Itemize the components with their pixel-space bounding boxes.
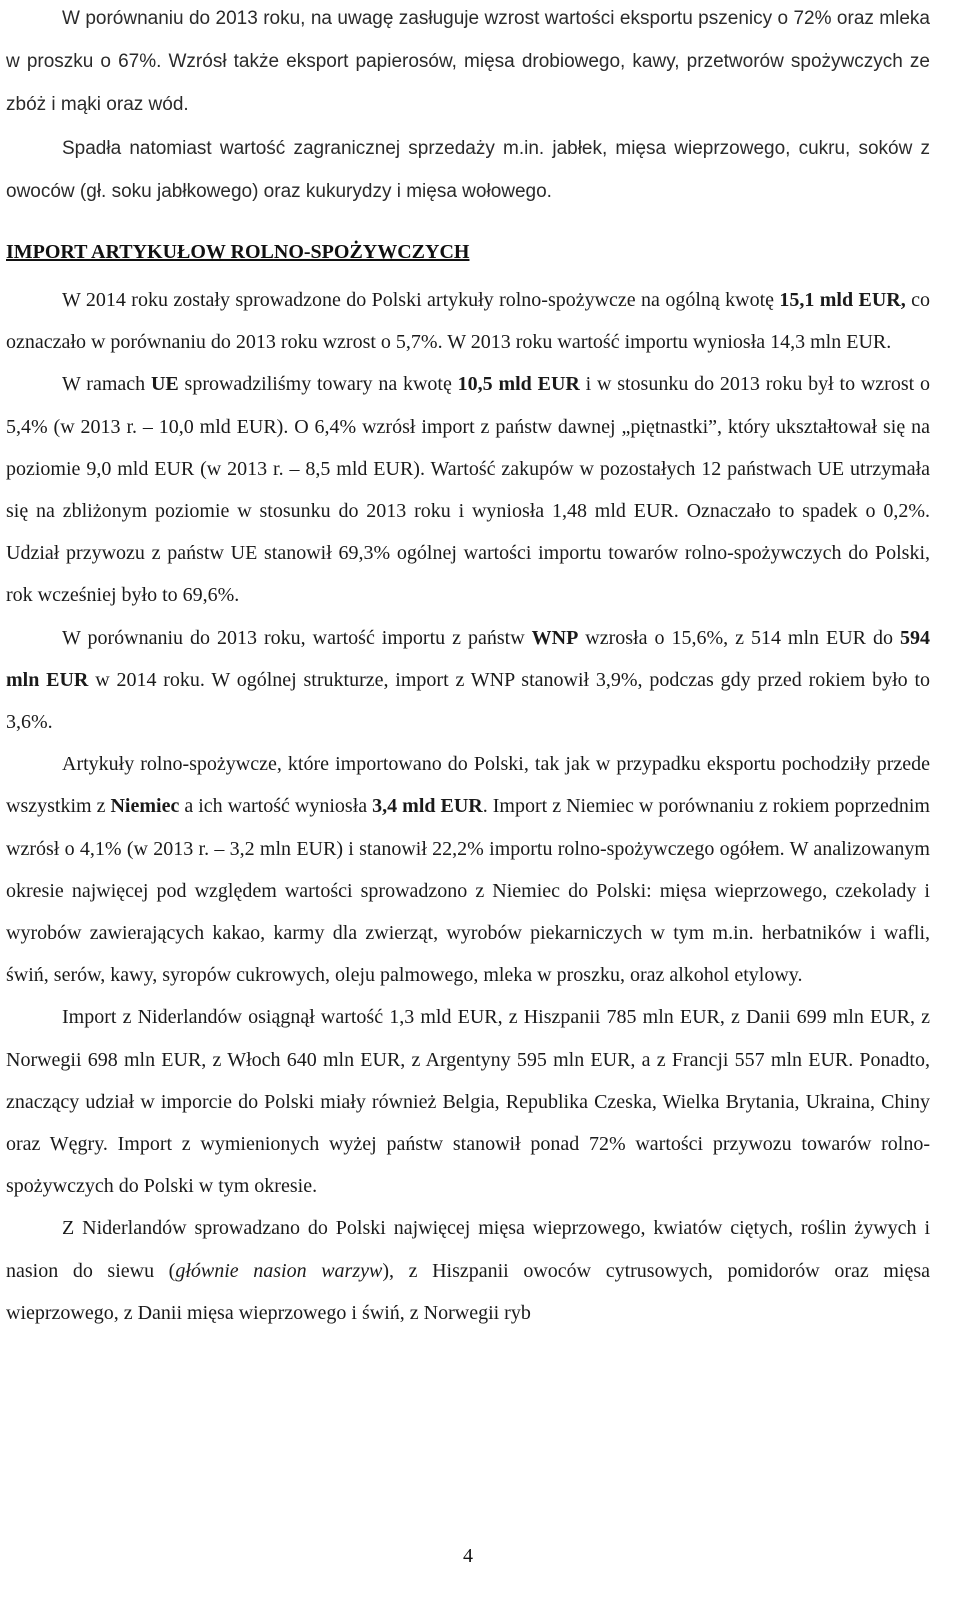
paragraph-export-decline: [6, 127, 930, 213]
paragraph-text: W porównaniu do 2013 roku, na uwagę zasługuje wzrost wartości eksportu pszenicy o 72% oraz mleka w proszku o 67%. Wzrósł także eksport papierosów, mięsa drobiowego, kawy, przetworów spożywczych ze zbóż i mąki oraz wód.: [6, 8, 930, 116]
text-run: Artykuły rolno-spożywcze, które importowano do Polski, tak jak w przypadku eksportu pochodziły przede wszystkim z: [6, 753, 930, 818]
emphasis-wnp: WNP: [531, 626, 579, 649]
page-number: 4: [463, 1545, 473, 1567]
paragraph-import-total: [6, 279, 930, 363]
paragraph-import-eu: [6, 363, 930, 616]
paragraph-import-wnp: [6, 617, 930, 744]
emphasis-eu-value: 10,5 mld EUR: [457, 373, 580, 396]
text-run: W 2014 roku zostały sprowadzone do Polski artykuły rolno-spożywcze na ogólną kwotę: [62, 289, 780, 312]
emphasis-eu: UE: [150, 373, 179, 396]
paragraph-import-germany: [6, 743, 930, 996]
paragraph-text: Spadła natomiast wartość zagranicznej sprzedaży m.in. jabłek, mięsa wieprzowego, cukru, soków z owoców (gł. soku jabłkowego) oraz kukurydzy i mięsa wołowego.: [6, 137, 930, 202]
emphasis-wnp-value: 594 mln EUR: [6, 626, 930, 691]
text-run: wzrosła o 15,6%, z 514 mln EUR do: [578, 626, 900, 649]
section-heading: IMPORT ARTYKUŁOW ROLNO-SPOŻYWCZYCH: [6, 241, 470, 264]
document-page: [6, 0, 930, 1334]
text-run: ), z Hiszpanii owoców cytrusowych, pomidorów oraz mięsa wieprzowego, z Danii mięsa wieprzowego i świń, z Norwegii ryb: [6, 1259, 930, 1324]
emphasis-vegetable-seeds: głównie nasion warzyw: [175, 1259, 383, 1282]
text-run: . Import z Niemiec w porównaniu z rokiem poprzednim wzrósł o 4,1% (w 2013 r. – 3,2 mln EUR) i stanowił 22,2% importu rolno-spożywczego ogółem. W analizowanym okresie najwięcej pod względem wartości sprowadzono z Niemiec do Polski: mięsa wieprzowego, czekolady i wyrobów zawierających kakao, karmy dla zwierząt, wyrobów piekarniczych w tym m.in. herbatników i wafli, świń, serów, kawy, syropów cukrowych, oleju palmowego, mleka w proszku, oraz alkohol etylowy.: [6, 795, 930, 987]
text-run: sprowadziliśmy towary na kwotę: [178, 373, 458, 396]
paragraph-export-growth: [6, 0, 930, 127]
emphasis-germany: Niemiec: [110, 795, 180, 818]
text-run: co oznaczało w porównaniu do 2013 roku wzrost o 5,7%. W 2013 roku wartość importu wyniosła 14,3 mln EUR.: [6, 289, 930, 354]
text-run: W ramach: [62, 373, 151, 396]
paragraph-import-products: [6, 1207, 930, 1334]
emphasis-total-value: 15,1 mld EUR,: [779, 289, 906, 312]
text-run: Z Niderlandów sprowadzano do Polski najwięcej mięsa wieprzowego, kwiatów ciętych, roślin żywych i nasion do siewu (: [6, 1217, 930, 1282]
paragraph-import-countries: [6, 996, 930, 1207]
emphasis-germany-value: 3,4 mld EUR: [372, 795, 483, 818]
text-run: Import z Niderlandów osiągnął wartość 1,3 mld EUR, z Hiszpanii 785 mln EUR, z Danii 699 mln EUR, z Norwegii 698 mln EUR, z Włoch 640 mln EUR, z Argentyny 595 mln EUR, a z Francji 557 mln EUR. Ponadto, znaczący udział w imporcie do Polski miały również Belgia, Republika Czeska, Wielka Brytania, Ukraina, Chiny oraz Węgry. Import z wymienionych wyżej państw stanowił ponad 72% wartości przywozu towarów rolno-spożywczych do Polski w tym okresie.: [6, 1006, 930, 1198]
text-run: i w stosunku do 2013 roku był to wzrost o 5,4% (w 2013 r. – 10,0 mld EUR). O 6,4% wzrósł import z państw dawnej „piętnastki”, który ukształtował się na poziomie 9,0 mld EUR (w 2013 r. – 8,5 mld EUR). Wartość zakupów w pozostałych 12 państwach UE utrzymała się na zbliżonym poziomie w stosunku do 2013 roku i wyniosła 1,48 mld EUR. Oznaczało to spadek o 0,2%. Udział przywozu z państw UE stanowił 69,3% ogólnej wartości importu towarów rolno-spożywczych do Polski, rok wcześniej było to 69,6%.: [6, 373, 930, 607]
text-run: w 2014 roku. W ogólnej strukturze, import z WNP stanowił 3,9%, podczas gdy przed rokiem było to 3,6%.: [6, 668, 930, 734]
text-run: a ich wartość wyniosła: [179, 795, 373, 818]
text-run: W porównaniu do 2013 roku, wartość importu z państw: [62, 626, 532, 649]
